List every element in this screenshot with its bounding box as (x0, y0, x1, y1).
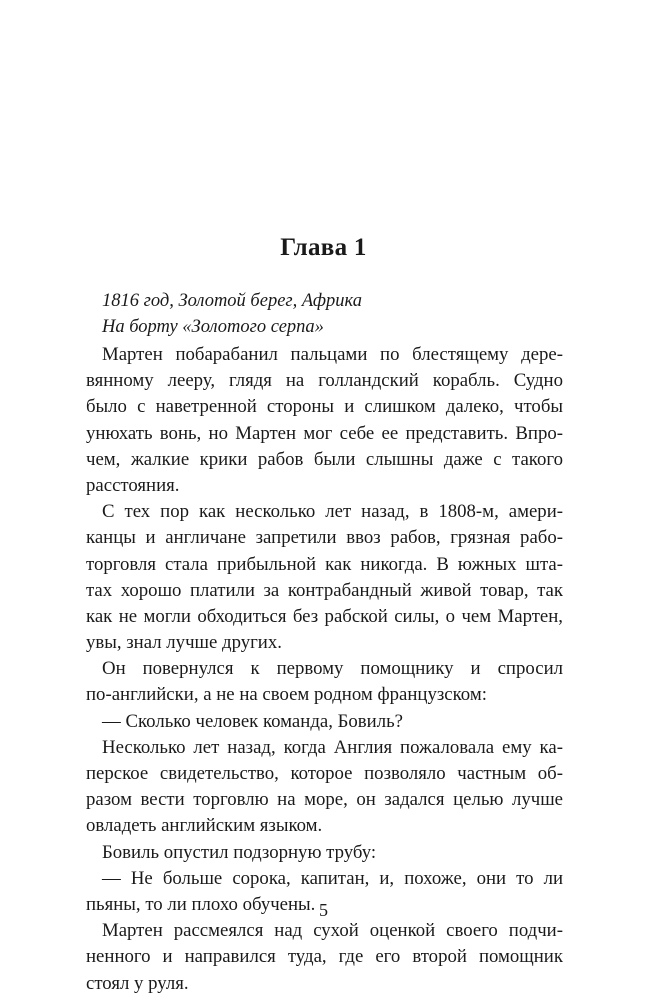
text-line: Мартен рассмеялся над сухой оценкой своего подчи- (102, 920, 563, 942)
text-line: С тех пор как несколько лет назад, в 1808-м, амери- (102, 501, 563, 523)
chapter-title: Глава 1 (280, 234, 367, 261)
text-line: тах хорошо платили за контрабандный живой товар, так (86, 579, 563, 601)
text-line: было с наветренной стороны и слишком далеко, чтобы (86, 396, 563, 418)
text-line: перское свидетельство, которое позволяло частным об- (86, 763, 563, 784)
dialogue-line: — Не больше сорока, капитан, и, похоже, они то ли (102, 867, 563, 889)
text-line: Бовиль опустил подзорную трубу: (102, 841, 377, 863)
epigraph-location: 1816 год, Золотой берег, Африка (102, 291, 362, 311)
text-line: канцы и англичане запретили ввоз рабов, грязная рабо- (86, 527, 563, 549)
text-line: как не могли обходиться без рабской силы, о чем Мартен, (86, 605, 563, 627)
text-line: разом вести торговлю на море, он задался целью лучше (86, 789, 563, 811)
text-line: стоял у руля. (86, 972, 189, 994)
text-line: ненного и направился туда, где его второй помощник (86, 946, 563, 968)
text-line: Несколько лет назад, когда Англия пожаловала ему ка- (102, 736, 563, 758)
text-line: по-английски, а не на своем родном французском: (86, 684, 487, 706)
text-line: расстояния. (86, 474, 180, 496)
text-line: Он повернулся к первому помощнику и спросил (102, 658, 563, 680)
text-line: чем, жалкие крики рабов были слышны даже с такого (86, 448, 563, 470)
text-line: увы, знал лучше других. (86, 632, 282, 654)
epigraph-ship: На борту «Золотого серпа» (102, 317, 324, 337)
text-line: торговля стала прибыльной как никогда. В южных шта- (86, 553, 563, 575)
text-line: вянному лееру, глядя на голландский корабль. Судно (86, 370, 563, 392)
page-number: 5 (319, 900, 328, 920)
text-line: Мартен побарабанил пальцами по блестящему дере- (102, 344, 563, 365)
text-line: овладеть английским языком. (86, 815, 323, 837)
dialogue-line: пьяны, то ли плохо обучены. (86, 893, 316, 915)
dialogue-line: — Сколько человек команда, Бовиль? (102, 710, 403, 732)
epigraph (102, 288, 562, 340)
text-line: унюхать вонь, но Мартен мог себе ее представить. Впро- (86, 422, 563, 444)
